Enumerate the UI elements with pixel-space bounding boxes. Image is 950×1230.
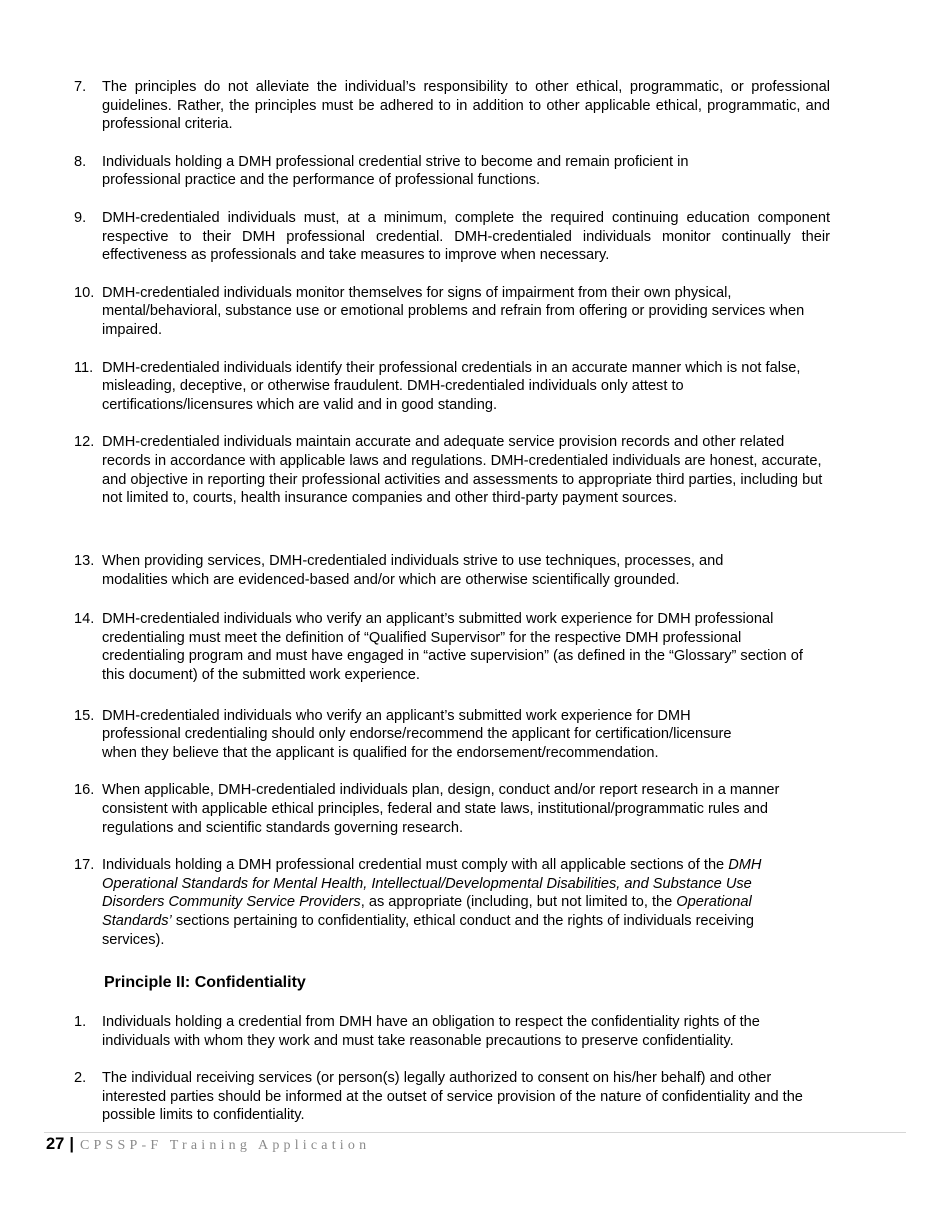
list-item bbox=[74, 359, 830, 415]
item-text: Individuals holding a DMH professional credential strive to become and remain proficient in professional practice and the performance of professional functions. bbox=[102, 153, 689, 189]
principle-i-list-b bbox=[74, 552, 830, 949]
list-item bbox=[74, 610, 830, 684]
item-text: The principles do not alleviate the individual’s responsibility to other ethical, programmatic, or professional guidelines. Rather, the principles must be adhered to in addition to other applicable ethical, programmatic, and professional criteria. bbox=[102, 79, 830, 133]
list-item bbox=[74, 856, 830, 949]
item-text-part: Individuals holding a DMH professional credential must comply with all applicable sections of the bbox=[102, 857, 729, 874]
item-text: DMH-credentialed individuals maintain accurate and adequate service provision records and other related records in accordance with applicable laws and regulations. DMH-credentialed individuals are honest, accurate, and objective in reporting their professional activities and assessments to appropriate third parties, including but not limited to, courts, health insurance companies and other third-party payment sources. bbox=[102, 434, 823, 507]
item-text: The individual receiving services (or person(s) legally authorized to consent on his/her behalf) and other interested parties should be informed at the outset of service provision of the nature of confidentiality and the possible limits to confidentiality. bbox=[102, 1070, 803, 1124]
page-footer bbox=[46, 1135, 370, 1157]
list-item bbox=[74, 433, 830, 507]
item-number: 17. bbox=[74, 857, 95, 874]
item-number: 9. bbox=[74, 209, 87, 226]
item-number: 14. bbox=[74, 611, 95, 628]
item-number: 7. bbox=[74, 79, 87, 95]
item-text: DMH-credentialed individuals monitor themselves for signs of impairment from their own physical, mental/behavioral, substance use or emotional problems and refrain from offering or providing services when impaired. bbox=[102, 284, 805, 338]
principle-ii-heading: Principle II: Confidentiality bbox=[104, 974, 306, 991]
item-text: DMH-credentialed individuals identify their professional credentials in an accurate manner which is not false, misleading, deceptive, or otherwise fraudulent. DMH-credentialed individuals only attest to certifications/licensures which are valid and in good standing. bbox=[102, 359, 801, 413]
principle-i-list-a bbox=[74, 78, 830, 508]
item-number: 8. bbox=[74, 153, 87, 170]
list-item bbox=[74, 153, 830, 190]
principle-ii-list bbox=[74, 1013, 830, 1125]
item-text: Individuals holding a credential from DMH have an obligation to respect the confidentiality rights of the individuals with whom they work and must take reasonable precautions to preserve confidentiality. bbox=[102, 1014, 760, 1049]
item-text-part: sections pertaining to confidentiality, ethical conduct and the rights of individuals receiving services). bbox=[102, 912, 754, 948]
list-item bbox=[74, 781, 830, 837]
list-item bbox=[74, 78, 830, 134]
list-item bbox=[74, 1013, 830, 1050]
item-text: DMH-credentialed individuals must, at a minimum, complete the required continuing education component respective to their DMH professional credential. DMH-credentialed individuals monitor continually their effectiveness as professionals and take measures to improve when necessary. bbox=[102, 209, 830, 264]
item-number: 15. bbox=[74, 707, 95, 724]
item-text bbox=[102, 856, 830, 949]
page-number: 27 bbox=[46, 1135, 65, 1153]
list-item bbox=[74, 1069, 830, 1125]
footer-divider bbox=[44, 1132, 906, 1133]
item-text: When providing services, DMH-credentialed individuals strive to use techniques, processes, and modalities which are evidenced-based and/or which are otherwise scientifically grounded. bbox=[102, 553, 724, 588]
list-item bbox=[74, 209, 830, 265]
item-text-part: , as appropriate (including, but not limited to, the bbox=[360, 894, 677, 911]
item-text: DMH-credentialed individuals who verify an applicant’s submitted work experience for DMH professional credentialing must meet the definition of “Qualified Supervisor” for the respective DMH professional credentialing program and must have engaged in “active supervision” (as defined in the “Glossary” section of this document) of the submitted work experience. bbox=[102, 611, 803, 683]
list-item bbox=[74, 552, 830, 589]
standards-title: DMH Operational Standards for Mental Health, Intellectual/Developmental Disabilities, and Substance Use Disorders Community Service Providers bbox=[102, 857, 762, 911]
list-item bbox=[74, 707, 830, 763]
standards-short-title: Operational Standards’ bbox=[102, 894, 752, 929]
footer-separator: | bbox=[69, 1135, 74, 1153]
item-number: 13. bbox=[74, 553, 95, 569]
list-item bbox=[74, 284, 830, 340]
document-title: CPSSP-F Training Application bbox=[79, 1138, 371, 1153]
item-number: 1. bbox=[74, 1014, 87, 1030]
item-text: When applicable, DMH-credentialed individuals plan, design, conduct and/or report research in a manner consistent with applicable ethical principles, federal and state laws, institutional/programmatic rules and regulations and scientific standards governing research. bbox=[102, 782, 780, 836]
item-number: 10. bbox=[74, 284, 95, 301]
item-number: 11. bbox=[74, 359, 94, 376]
item-number: 16. bbox=[74, 782, 95, 799]
item-text: DMH-credentialed individuals who verify an applicant’s submitted work experience for DMH professional credentialing should only endorse/recommend the applicant for certification/licensure when they believe that the applicant is qualified for the endorsement/recommendation. bbox=[102, 707, 732, 761]
item-number: 2. bbox=[74, 1070, 87, 1087]
item-number: 12. bbox=[74, 434, 95, 451]
